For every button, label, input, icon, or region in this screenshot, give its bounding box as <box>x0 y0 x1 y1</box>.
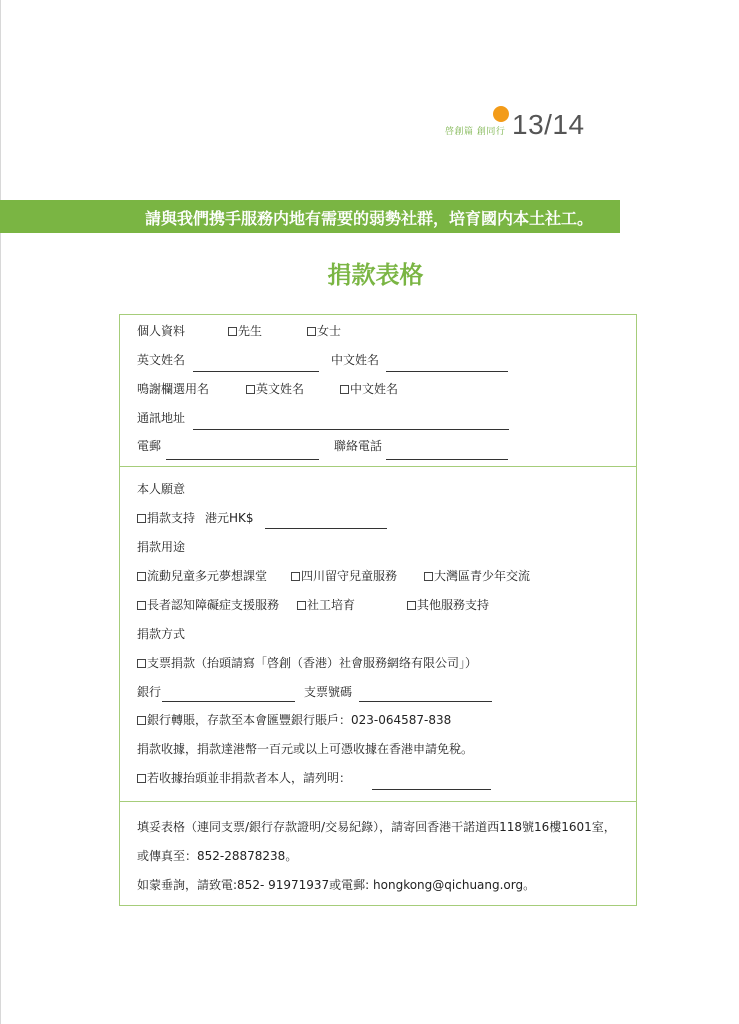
email-label: 電郵 <box>137 439 162 453</box>
brand-text: 啓創篇 創同行 <box>445 127 506 137</box>
acknowledge-label: 鳴謝欄選用名 <box>137 382 210 396</box>
currency-label: 港元HK$ <box>205 511 254 525</box>
section-divider <box>120 801 636 802</box>
contact-instruction: 如蒙垂詢，請致電:852- 91971937或電郵: hongkong@qichuang.org。 <box>137 878 536 892</box>
receipt-note: 捐款收據，捐款達港幣一百元或以上可憑收據在香港申請免稅。 <box>137 742 474 756</box>
bank-label: 銀行 <box>137 685 162 699</box>
donate-support-option[interactable]: 捐款支持 <box>137 510 195 526</box>
email-field[interactable] <box>166 459 319 460</box>
checkbox-icon[interactable] <box>228 327 237 336</box>
checkbox-icon[interactable] <box>137 514 146 523</box>
checkbox-icon[interactable] <box>424 572 433 581</box>
receipt-other-option[interactable]: 若收據抬頭並非捐款者本人，請列明： <box>137 770 351 786</box>
checkbox-icon[interactable] <box>137 716 146 725</box>
checkbox-icon[interactable] <box>137 601 146 610</box>
chinese-name-field[interactable] <box>386 371 508 372</box>
personal-label: 個人資料 <box>137 324 186 338</box>
purpose-option[interactable]: 流動兒童多元夢想課堂 <box>137 568 267 584</box>
purpose-option[interactable]: 社工培育 <box>297 597 355 613</box>
receipt-name-field[interactable] <box>372 789 491 790</box>
amount-field[interactable] <box>265 528 387 529</box>
ack-english-option[interactable]: 英文姓名 <box>246 381 304 397</box>
checkbox-icon[interactable] <box>340 385 349 394</box>
purpose-option[interactable]: 其他服務支持 <box>407 597 489 613</box>
checkbox-icon[interactable] <box>297 601 306 610</box>
purpose-option[interactable]: 大灣區青少年交流 <box>424 568 530 584</box>
cheque-option[interactable]: 支票捐款（抬頭請寫「啓創（香港）社會服務網络有限公司」） <box>137 655 477 671</box>
phone-label: 聯絡電話 <box>334 439 383 453</box>
checkbox-icon[interactable] <box>137 774 146 783</box>
banner-text: 請與我們携手服務内地有需要的弱勢社群，培育國内本土社工。 <box>145 209 594 228</box>
address-label: 通訊地址 <box>137 411 186 425</box>
checkbox-icon[interactable] <box>307 327 316 336</box>
method-label: 捐款方式 <box>137 627 186 641</box>
wish-label: 本人願意 <box>137 482 186 496</box>
checkbox-icon[interactable] <box>137 572 146 581</box>
ms-option[interactable]: 女士 <box>307 323 341 339</box>
english-name-label: 英文姓名 <box>137 353 186 367</box>
english-name-field[interactable] <box>193 371 319 372</box>
fax-instruction: 或傳真至：852-28878238。 <box>137 849 298 863</box>
phone-field[interactable] <box>386 459 508 460</box>
page-title: 捐款表格 <box>327 261 424 289</box>
donation-form <box>119 314 637 906</box>
cheque-no-label: 支票號碼 <box>304 685 353 699</box>
chinese-name-label: 中文姓名 <box>331 353 380 367</box>
checkbox-icon[interactable] <box>407 601 416 610</box>
checkbox-icon[interactable] <box>291 572 300 581</box>
bank-field[interactable] <box>162 701 295 702</box>
cheque-no-field[interactable] <box>359 701 492 702</box>
banner <box>0 200 620 233</box>
checkbox-icon[interactable] <box>137 659 146 668</box>
checkbox-icon[interactable] <box>246 385 255 394</box>
page-number: 13/14 <box>512 109 585 140</box>
orange-dot-icon <box>493 106 509 122</box>
submit-instruction: 填妥表格（連同支票/銀行存款證明/交易紀錄），請寄回香港干諾道西118號16樓1601室， <box>137 820 616 834</box>
purpose-option[interactable]: 四川留守兒童服務 <box>291 568 397 584</box>
transfer-option[interactable]: 銀行轉賬，存款至本會匯豐銀行賬戶：023-064587-838 <box>137 712 451 728</box>
mr-option[interactable]: 先生 <box>228 323 262 339</box>
ack-chinese-option[interactable]: 中文姓名 <box>340 381 398 397</box>
address-field[interactable] <box>193 429 509 430</box>
purpose-label: 捐款用途 <box>137 540 186 554</box>
page-edge <box>0 0 1 1024</box>
section-divider <box>120 466 636 467</box>
purpose-option[interactable]: 長者認知障礙症支援服務 <box>137 597 279 613</box>
